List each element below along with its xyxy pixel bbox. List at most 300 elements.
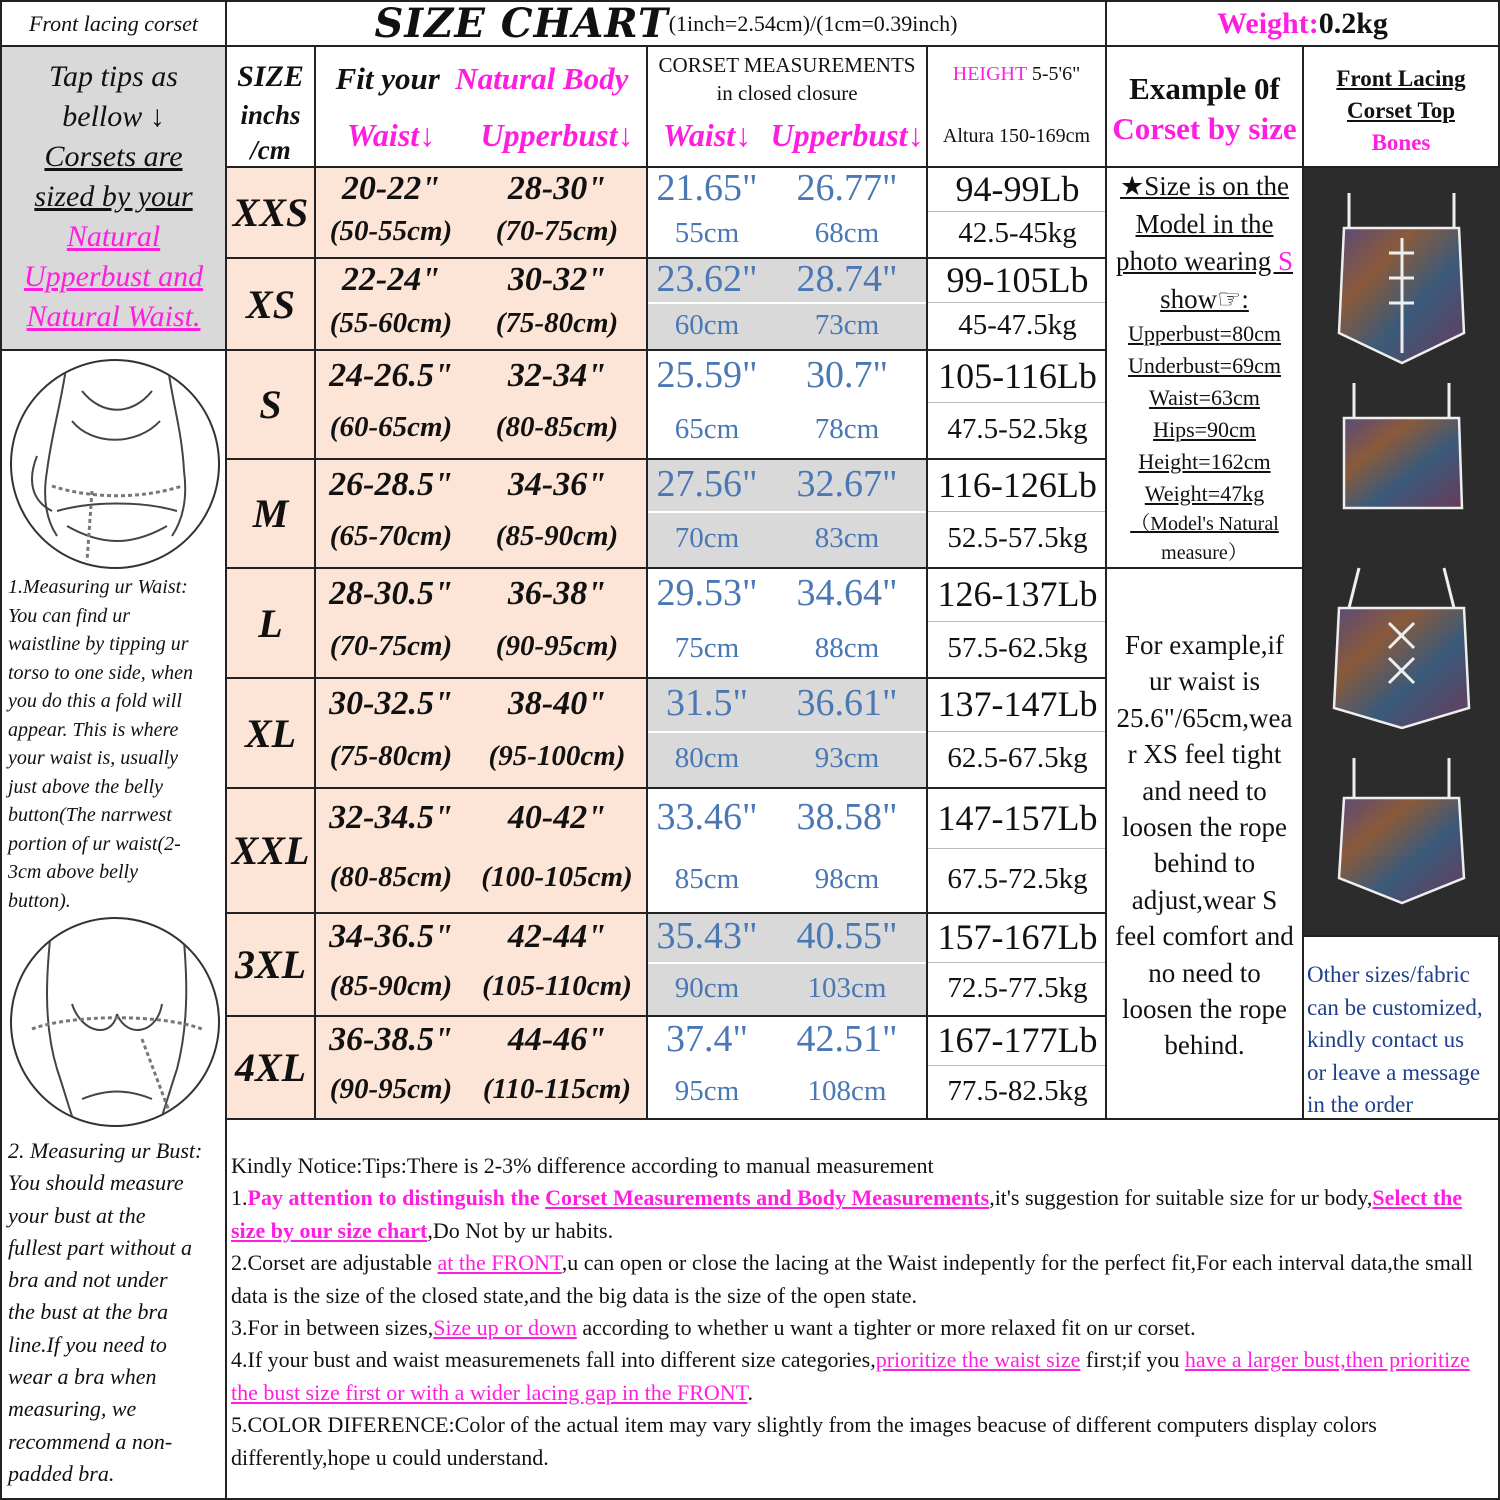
weight-info xyxy=(1107,0,1500,47)
corset-header-title xyxy=(648,51,926,107)
product-name xyxy=(0,0,227,47)
row-divider xyxy=(928,302,1105,303)
corset-upperbust-cm: 98cm xyxy=(814,863,880,895)
body-upperbust-cm: (85-90cm) xyxy=(495,520,619,552)
weight-range xyxy=(928,679,1107,789)
notice-text: . xyxy=(747,1379,753,1405)
body-upperbust-in: 44-46" xyxy=(507,1021,607,1058)
corset-upperbust-cm: 83cm xyxy=(814,522,880,554)
corset-upperbust-in: 28.74" xyxy=(796,259,898,300)
tips-line: Natural xyxy=(66,220,161,253)
notice-item-1 xyxy=(231,1182,1494,1247)
corset-inches xyxy=(648,259,928,301)
tips-line: Upperbust and xyxy=(23,260,204,293)
body-upperbust-cm: (100-105cm) xyxy=(481,861,633,893)
corset-cm xyxy=(648,217,928,250)
notice-text: 4.If your bust and waist measuremenets fall into different size categories, xyxy=(231,1347,876,1373)
example-line: adjust,wear S xyxy=(1131,884,1278,915)
custom-line: kindly contact us xyxy=(1307,1027,1465,1053)
waist-measure-illustration xyxy=(10,359,220,569)
notice-emphasis: Size up or down xyxy=(433,1315,577,1341)
guide-line: button(The narrwest xyxy=(8,804,172,826)
custom-line: can be customized, xyxy=(1307,994,1483,1020)
notice-item-5: 5.COLOR DIFERENCE:Color of the actual item may vary slightly from the images beacuse of different computers display colors differently,hope u could understand. xyxy=(231,1412,1377,1470)
body-waist-cm: (80-85cm) xyxy=(329,861,453,893)
body-upperbust-cm: (70-75cm) xyxy=(495,215,619,247)
corset-upperbust-in: 40.55" xyxy=(796,915,898,957)
corset-waist-in: 27.56" xyxy=(656,462,758,505)
weight-lb: 137-147Lb xyxy=(937,684,1098,724)
corset-measurements xyxy=(648,569,928,679)
corset-upperbust-cm: 103cm xyxy=(807,971,887,1004)
size-label: M xyxy=(227,460,316,569)
notice-section xyxy=(227,1120,1500,1500)
bust-figure-icon xyxy=(12,919,220,1127)
body-upperbust-cm: (95-100cm) xyxy=(488,740,626,772)
example-line: loosen the rope xyxy=(1122,812,1287,843)
waist-figure-icon xyxy=(12,361,220,569)
weight-range xyxy=(928,914,1107,1017)
corset-waist-in: 31.5" xyxy=(665,682,748,724)
notice-emphasis: have a larger bust,then prioritize the bust size first or with a wider lacing gap in the FRONT xyxy=(231,1347,1470,1405)
body-measurements xyxy=(316,679,648,789)
row-divider xyxy=(928,402,1105,403)
unit-conversion: (1inch=2.54cm)/(1cm=0.39inch) xyxy=(668,10,958,36)
guide-line: wear a bra when xyxy=(8,1364,157,1390)
body-waist-cm: (50-55cm) xyxy=(329,215,453,247)
size-chart-title xyxy=(227,0,1107,47)
corset-upperbust-in: 26.77" xyxy=(796,168,898,209)
corset-waist-in: 25.59" xyxy=(656,353,758,396)
size-label: 4XL xyxy=(227,1017,316,1120)
body-waist-cm: (55-60cm) xyxy=(329,306,453,339)
row-divider xyxy=(648,511,928,513)
model-line: measure） xyxy=(1161,542,1248,564)
custom-line: in the order xyxy=(1307,1092,1414,1118)
weight-lb: 94-99Lb xyxy=(955,168,1080,209)
guide-line: button). xyxy=(8,889,71,912)
notice-emphasis: Corset Measurements and Body Measurements xyxy=(545,1185,990,1211)
body-cm xyxy=(316,861,648,894)
body-inches xyxy=(316,170,648,208)
size-label: L xyxy=(227,569,316,679)
corset-cm xyxy=(648,1075,928,1108)
body-upperbust-cm: (80-85cm) xyxy=(495,411,619,443)
notice-emphasis: Select the size by our size chart xyxy=(231,1185,1463,1243)
body-measurements xyxy=(316,1017,648,1120)
guide-line: the bust at the bra xyxy=(8,1299,169,1325)
body-inches xyxy=(316,799,648,837)
body-upperbust-in: 34-36" xyxy=(507,465,607,503)
body-inches xyxy=(316,918,648,956)
row-divider xyxy=(928,511,1105,512)
guide-line: 1.Measuring ur Waist: xyxy=(8,576,188,598)
corset-waist-in: 35.43" xyxy=(656,915,758,957)
guide-line: bra and not under xyxy=(8,1267,168,1293)
body-upperbust-cm: (90-95cm) xyxy=(495,630,619,662)
body-inches xyxy=(316,261,648,299)
weight-kg: 77.5-82.5kg xyxy=(947,1074,1088,1107)
corset-upperbust-in: 34.64" xyxy=(796,572,898,614)
body-upperbust-in: 36-38" xyxy=(507,575,607,612)
corset-cm xyxy=(648,309,928,342)
corset-measurements xyxy=(648,679,928,789)
weight-range xyxy=(928,1017,1107,1120)
notice-text: ,u can open or close the lacing at the Waist indepently for the perfect fit,For each interval data,the small data is the size of the closed state,and the big data is the size of the open state. xyxy=(231,1250,1473,1308)
body-cm xyxy=(316,970,648,1003)
guide-line: padded bra. xyxy=(8,1460,115,1486)
body-cm xyxy=(316,215,648,248)
row-divider xyxy=(648,1065,928,1067)
body-measurements xyxy=(316,460,648,569)
body-upperbust-in: 30-32" xyxy=(507,260,607,298)
weight-kg: 52.5-57.5kg xyxy=(947,522,1088,554)
body-waist-in: 20-22" xyxy=(341,169,441,207)
guide-line: measuring, we xyxy=(8,1396,137,1422)
body-waist-cm: (65-70cm) xyxy=(329,520,453,552)
row-divider xyxy=(648,962,928,964)
guide-line: torso to one side, when xyxy=(8,661,193,684)
body-measurements xyxy=(316,789,648,914)
row-divider xyxy=(928,211,1105,212)
guide-line: your bust at the xyxy=(8,1202,146,1228)
corset-measurements xyxy=(648,914,928,1017)
example-header xyxy=(1107,47,1304,168)
weight-lb: 105-116Lb xyxy=(938,355,1097,396)
waist-guide-text xyxy=(8,573,222,915)
corset-inches xyxy=(648,353,928,397)
corset-waist-in: 23.62" xyxy=(656,259,758,300)
weight-range xyxy=(928,789,1107,914)
corset-upperbust-in: 32.67" xyxy=(796,462,898,505)
corset-cm xyxy=(648,413,928,446)
weight-kg: 42.5-45kg xyxy=(958,217,1077,249)
corset-upperbust-header: Upperbust↓ xyxy=(770,117,924,153)
guide-line: you do this a fold will xyxy=(8,690,182,712)
corset-upperbust-cm: 78cm xyxy=(814,413,880,445)
weight-range xyxy=(928,259,1107,351)
corset-waist-header: Waist↓ xyxy=(662,117,752,153)
notice-item-2 xyxy=(231,1247,1494,1312)
body-inches xyxy=(316,1021,648,1059)
notice-text: 1. xyxy=(231,1185,248,1211)
notice-emphasis: at the FRONT xyxy=(437,1250,562,1276)
row-divider xyxy=(928,621,1105,622)
body-waist-cm: (70-75cm) xyxy=(329,630,453,662)
body-cm xyxy=(316,740,648,773)
corset-cm xyxy=(648,522,928,555)
row-divider xyxy=(648,302,928,304)
corset-measurements xyxy=(648,259,928,351)
guide-line: line.If you need to xyxy=(8,1331,167,1357)
height-label: HEIGHT xyxy=(952,63,1027,85)
body-upperbust-header: Upperbust↓ xyxy=(480,117,634,153)
size-header-label: SIZE xyxy=(237,60,304,93)
example-line: and need to xyxy=(1142,775,1267,806)
model-line: show☞: xyxy=(1160,283,1249,314)
guide-line: just above the belly xyxy=(8,775,163,798)
body-upperbust-in: 32-34" xyxy=(507,356,607,394)
row-divider xyxy=(928,1065,1105,1066)
customization-note xyxy=(1304,937,1500,1120)
body-waist-in: 30-32.5" xyxy=(329,685,453,722)
guide-line: waistline by tipping ur xyxy=(8,633,189,655)
body-measurements xyxy=(316,351,648,460)
weight-lb: 116-126Lb xyxy=(938,464,1097,505)
body-cm xyxy=(316,630,648,663)
weight-kg: 45-47.5kg xyxy=(958,308,1077,341)
notice-text: ,it's suggestion for suitable size for ur body, xyxy=(989,1185,1373,1211)
model-wearing-text: photo wearing xyxy=(1116,246,1278,276)
corset-upperbust-cm: 73cm xyxy=(814,308,880,341)
corset-waist-cm: 65cm xyxy=(674,413,740,445)
notice-text: according to whether u want a tighter or more relaxed fit on ur corset. xyxy=(576,1315,1196,1341)
weight-kg: 47.5-52.5kg xyxy=(947,413,1088,445)
corset-upperbust-in: 42.51" xyxy=(796,1018,898,1060)
body-cm xyxy=(316,520,648,553)
notice-item-4 xyxy=(231,1344,1494,1409)
corset-measurements xyxy=(648,168,928,259)
model-line: Underbust=69cm xyxy=(1128,353,1281,378)
product-name-text: Front lacing corset xyxy=(28,10,199,36)
corset-waist-in: 29.53" xyxy=(656,572,758,614)
body-inches xyxy=(316,575,648,613)
model-line xyxy=(1107,243,1302,281)
row-divider xyxy=(928,962,1105,963)
size-label: XXS xyxy=(227,168,316,259)
corset-waist-in: 37.4" xyxy=(665,1018,748,1060)
example-head-line1: Example 0f xyxy=(1129,71,1280,106)
model-line: Model in the xyxy=(1135,208,1274,239)
model-line: （Model's Natural xyxy=(1130,513,1279,535)
body-waist-in: 24-26.5" xyxy=(329,356,453,394)
body-measurements xyxy=(316,259,648,351)
corset-upperbust-in: 38.58" xyxy=(796,795,898,838)
body-upperbust-in: 42-44" xyxy=(507,918,607,955)
corset-waist-cm: 90cm xyxy=(674,971,740,1004)
guide-line: 2. Measuring ur Bust: xyxy=(8,1138,203,1163)
weight-label: Weight: xyxy=(1217,6,1319,40)
custom-line: Other sizes/fabric xyxy=(1307,962,1470,987)
corset-inches xyxy=(648,462,928,506)
size-header-unit: inchs xyxy=(240,100,301,130)
corset-upperbust-in: 36.61" xyxy=(796,682,898,724)
row-divider xyxy=(928,731,1105,732)
weight-kg: 62.5-67.5kg xyxy=(947,742,1088,774)
tips-line: Corsets are xyxy=(44,140,183,173)
tips-line: Tap tips as xyxy=(49,60,178,93)
body-inches xyxy=(316,357,648,395)
size-label: XXL xyxy=(227,789,316,914)
weight-range xyxy=(928,351,1107,460)
example-line: 25.6"/65cm,wea xyxy=(1116,702,1293,733)
body-upperbust-in: 28-30" xyxy=(507,169,607,207)
model-example xyxy=(1107,168,1304,569)
body-cm xyxy=(316,411,648,444)
weight-value: 0.2kg xyxy=(1318,6,1388,40)
guide-line: your waist is, usually xyxy=(8,747,179,769)
tips-line: sized by your xyxy=(34,180,193,213)
height-feet: 5-5'6" xyxy=(1031,63,1081,85)
notice-item-3 xyxy=(231,1312,1494,1344)
corset-waist-in: 21.65" xyxy=(656,168,758,209)
example-line: ur waist is xyxy=(1149,666,1260,697)
corset-measurements xyxy=(648,460,928,569)
custom-line: or leave a message xyxy=(1307,1059,1481,1085)
row-divider xyxy=(648,848,928,850)
corset-upperbust-in: 30.7" xyxy=(805,353,888,396)
corset-waist-cm: 85cm xyxy=(674,863,740,895)
corset-cm xyxy=(648,972,928,1005)
model-line: Upperbust=80cm xyxy=(1128,321,1281,346)
body-inches xyxy=(316,685,648,723)
weight-lb: 99-105Lb xyxy=(946,259,1089,300)
notice-intro: Kindly Notice:Tips:There is 2-3% difference according to manual measurement xyxy=(231,1153,934,1178)
photos-head-line1: Front Lacing xyxy=(1336,66,1466,91)
corset-header-line: CORSET MEASUREMENTS xyxy=(658,53,916,77)
corset-measurements xyxy=(648,789,928,914)
body-measurements xyxy=(316,569,648,679)
body-inches xyxy=(316,466,648,504)
body-waist-header: Waist↓ xyxy=(346,117,436,153)
example-line: r XS feel tight xyxy=(1127,739,1282,770)
corset-waist-cm: 80cm xyxy=(674,742,740,774)
model-line: Waist=63cm xyxy=(1149,385,1260,410)
corset-inches xyxy=(648,571,928,615)
product-photos xyxy=(1304,168,1500,937)
example-line: For example,if xyxy=(1125,630,1284,660)
weight-lb: 167-177Lb xyxy=(937,1020,1098,1060)
weight-lb: 147-157Lb xyxy=(937,797,1098,838)
body-measure-header xyxy=(316,47,648,168)
size-label: S xyxy=(227,351,316,460)
corset-cm xyxy=(648,863,928,896)
corset-header-line: in closed closure xyxy=(716,81,858,105)
guide-line: appear. This is where xyxy=(8,718,179,741)
corset-waist-cm: 60cm xyxy=(674,308,740,341)
example-line: feel comfort and xyxy=(1115,921,1294,952)
notice-text: 2.Corset are adjustable xyxy=(231,1250,438,1276)
example-line: behind. xyxy=(1164,1030,1245,1061)
corset-upperbust-cm: 108cm xyxy=(807,1074,887,1107)
weight-range xyxy=(928,168,1107,259)
body-waist-in: 28-30.5" xyxy=(329,575,453,612)
model-size: S xyxy=(1277,246,1293,276)
corset-waist-cm: 55cm xyxy=(674,217,740,249)
weight-lb: 157-167Lb xyxy=(937,917,1098,957)
row-divider xyxy=(648,731,928,733)
photos-head-line2: Corset Top xyxy=(1347,98,1455,123)
notice-text: first;if you xyxy=(1080,1347,1185,1373)
notice-emphasis: prioritize the waist size xyxy=(875,1347,1081,1373)
natural-body-label: Natural Body xyxy=(455,61,629,96)
corset-measure-header xyxy=(648,47,928,168)
corset-inches xyxy=(648,795,928,839)
height-header xyxy=(928,47,1107,168)
corset-waist-in: 33.46" xyxy=(656,795,758,838)
example-line: behind to xyxy=(1153,848,1256,879)
title-text: SIZE CHART xyxy=(374,0,669,47)
bust-guide-text xyxy=(8,1135,222,1490)
notice-text: ,Do Not by ur habits. xyxy=(427,1217,614,1243)
body-waist-in: 22-24" xyxy=(341,260,441,298)
size-label: XL xyxy=(227,679,316,789)
weight-kg: 67.5-72.5kg xyxy=(947,863,1088,895)
corset-waist-cm: 95cm xyxy=(674,1074,740,1107)
body-upperbust-in: 38-40" xyxy=(507,685,607,722)
model-line: Hips=90cm xyxy=(1153,417,1256,442)
weight-lb: 126-137Lb xyxy=(937,574,1098,614)
body-measurements xyxy=(316,168,648,259)
corset-subheaders xyxy=(648,117,928,154)
body-upperbust-in: 40-42" xyxy=(507,798,607,836)
guide-line: 3cm above belly xyxy=(8,861,138,883)
photos-header xyxy=(1304,47,1500,168)
row-divider xyxy=(648,621,928,623)
row-divider xyxy=(648,211,928,213)
model-line: Height=162cm xyxy=(1138,449,1271,474)
corset-inches xyxy=(648,914,928,958)
bust-measure-illustration xyxy=(10,917,220,1127)
example-explanation xyxy=(1107,569,1304,1120)
weight-range xyxy=(928,569,1107,679)
photos-head-line3: Bones xyxy=(1371,130,1431,155)
body-waist-cm: (90-95cm) xyxy=(329,1072,453,1105)
body-upperbust-cm: (110-115cm) xyxy=(482,1072,632,1105)
corset-inches xyxy=(648,168,928,210)
weight-kg: 72.5-77.5kg xyxy=(947,971,1088,1004)
guide-line: You should measure xyxy=(8,1170,184,1196)
model-line: ★Size is on the xyxy=(1120,171,1289,201)
measuring-guide xyxy=(0,351,227,1500)
measure-tips xyxy=(0,47,227,351)
body-waist-in: 34-36.5" xyxy=(329,918,453,955)
size-header-unit2: /cm xyxy=(250,135,291,165)
fit-label: Fit your xyxy=(335,61,440,96)
body-waist-cm: (75-80cm) xyxy=(329,740,453,772)
corset-measurements xyxy=(648,351,928,460)
body-measurements xyxy=(316,914,648,1017)
size-column-header xyxy=(227,47,316,168)
body-waist-in: 32-34.5" xyxy=(329,798,453,836)
height-range xyxy=(928,63,1105,86)
body-cm xyxy=(316,307,648,340)
guide-line: You can find ur xyxy=(8,604,131,627)
corset-cm xyxy=(648,742,928,775)
tips-line: Natural Waist. xyxy=(26,300,201,333)
weight-kg: 57.5-62.5kg xyxy=(947,632,1088,664)
corset-inches xyxy=(648,681,928,725)
body-waist-in: 36-38.5" xyxy=(329,1021,453,1058)
notice-emphasis: Pay attention to distinguish the xyxy=(247,1185,546,1211)
body-upperbust-cm: (105-110cm) xyxy=(482,969,632,1002)
corset-upperbust-cm: 88cm xyxy=(814,632,880,664)
corset-upperbust-cm: 93cm xyxy=(814,742,880,774)
model-line: Weight=47kg xyxy=(1144,481,1265,506)
guide-line: fullest part without a xyxy=(8,1234,192,1260)
fit-natural-body xyxy=(316,61,648,97)
body-subheaders xyxy=(316,117,648,154)
tips-line: bellow ↓ xyxy=(62,100,165,133)
corset-waist-cm: 75cm xyxy=(674,632,740,664)
corset-upperbust-cm: 68cm xyxy=(814,217,880,249)
height-altura: Altura 150-169cm xyxy=(942,125,1091,147)
size-label: XS xyxy=(227,259,316,351)
example-line: no need to xyxy=(1148,957,1261,988)
corset-waist-cm: 70cm xyxy=(674,522,740,554)
guide-line: portion of ur waist(2- xyxy=(8,832,181,855)
size-label: 3XL xyxy=(227,914,316,1017)
